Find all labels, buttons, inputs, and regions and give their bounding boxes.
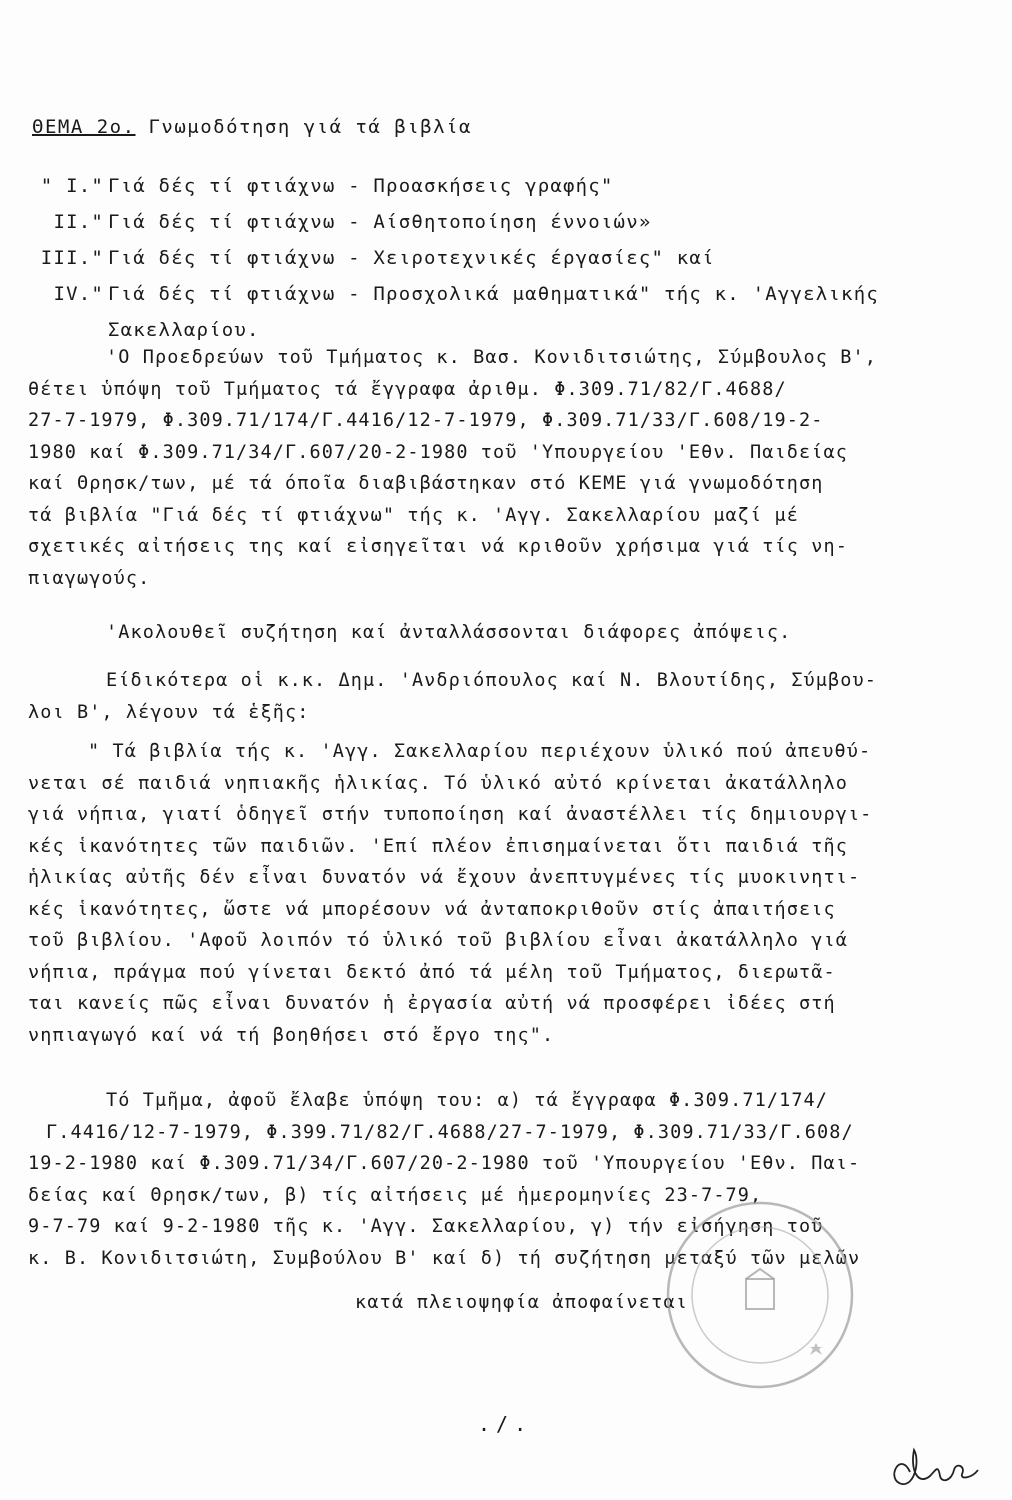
text-line: 1980 καί Φ.309.71/34/Γ.607/20-2-1980 τοῦ 'Υπουργείου 'Εθν. Παιδείας	[28, 441, 848, 463]
book-item-continuation: Σακελλαρίου.	[108, 319, 260, 341]
book-item-title: Γιά δές τί φτιάχνω - Προσχολικά μαθηματικά" τής κ. 'Αγγελικής	[108, 283, 879, 305]
text-line: 'Ακολουθεῖ συζήτηση καί ἀνταλλάσσονται διάφορες ἀπόψεις.	[106, 622, 792, 643]
text-line: κές ἱκανότητες, ὥστε νά μπορέσουν νά ἀνταποκριθοῦν στίς ἀπαιτήσεις	[28, 898, 836, 920]
text-line: 19-2-1980 καί Φ.309.71/34/Γ.607/20-2-1980 τοῦ 'Υπουργείου 'Εθν. Παι-	[28, 1153, 861, 1174]
book-item-title: Γιά δές τί φτιάχνω - Χειροτεχνικές έργασίες" καί	[108, 247, 715, 269]
text-line: " Τά βιβλία τής κ. 'Αγγ. Σακελλαρίου περιέχουν ὑλικό πού ἀπευθύ-	[88, 741, 872, 762]
text-line: νήπια, πράγμα πού γίνεται δεκτό ἀπό τά μέλη τοῦ Τμήματος, διερωτᾶ-	[28, 961, 836, 983]
text-line: 9-7-79 καί 9-2-1980 τῆς κ. 'Αγγ. Σακελλαρίου, γ) τήν εἰσήγηση τοῦ	[28, 1216, 824, 1237]
topic-title: Γνωμοδότηση γιά τά βιβλία	[148, 116, 472, 138]
text-line: 'Ο Προεδρεύων τοῦ Τμήματος κ. Βασ. Κονιδιτσιώτης, Σύμβουλος Β',	[106, 347, 877, 368]
book-item-number: " I."	[40, 175, 104, 197]
text-line: θέτει ὑπόψη τοῦ Τμήματος τά ἔγγραφα ἀριθμ. Φ.309.71/82/Γ.4688/	[28, 378, 787, 400]
text-line: γιά νήπια, γιατί ὁδηγεῖ στήν τυποποίηση καί ἀναστέλλει τίς δημιουργι-	[28, 804, 873, 825]
paragraph-quote	[28, 736, 990, 1051]
topic-number: ΘΕΜΑ 2ο.	[32, 116, 136, 138]
seal-stamp-icon	[660, 1195, 860, 1395]
text-line: νηπιαγωγό καί νά τή βοηθήσει στό ἔργο της".	[28, 1024, 555, 1046]
text-line: ται κανείς πῶς εἶναι δυνατόν ἡ ἐργασία αὐτή νά προσφέρει ἰδέες στή	[28, 993, 836, 1014]
book-item	[28, 168, 988, 204]
text-line: κ. Β. Κονιδιτσιώτη, Συμβούλου Β' καί δ) τή συζήτηση μεταξύ τῶν μελῶν	[28, 1247, 861, 1269]
book-item-number: III."	[40, 247, 104, 269]
book-list	[28, 168, 988, 348]
book-item-number: II."	[53, 211, 104, 233]
paragraph-chair-intro	[28, 342, 990, 594]
book-item	[28, 240, 988, 276]
book-item-number: IV."	[53, 283, 104, 305]
paragraph-members	[28, 665, 990, 728]
text-line: 27-7-1979, Φ.309.71/174/Γ.4416/12-7-1979, Φ.309.71/33/Γ.608/19-2-	[28, 410, 824, 431]
book-item	[28, 204, 988, 240]
book-item-title: Γιά δές τί φτιάχνω - Προασκήσεις γραφής"	[108, 175, 614, 197]
topic-heading	[32, 116, 472, 138]
page-continuation-mark: ./.	[478, 1412, 533, 1436]
text-line: σχετικές αἰτήσεις της καί εἰσηγεῖται νά κριθοῦν χρήσιμα γιά τίς νη-	[28, 536, 848, 557]
paragraph-discussion	[28, 617, 990, 649]
text-line: τά βιβλία "Γιά δές τί φτιάχνω" τής κ. 'Αγγ. Σακελλαρίου μαζί μέ	[28, 504, 799, 526]
text-line: κές ἱκανότητες τῶν παιδιῶν. 'Επί πλέον ἐπισημαίνεται ὅτι παιδιά τῆς	[28, 835, 848, 857]
text-line: νεται σέ παιδιά νηπιακῆς ἡλικίας. Τό ὑλικό αὐτό κρίνεται ἀκατάλληλο	[28, 772, 848, 794]
text-line: λοι Β', λέγουν τά ἑξῆς:	[28, 701, 310, 723]
text-line: Τό Τμῆμα, ἀφοῦ ἔλαβε ὑπόψη του: α) τά ἔγγραφα Φ.309.71/174/	[106, 1090, 829, 1111]
text-line: Είδικότερα οἱ κ.κ. Δημ. 'Ανδριόπουλος καί Ν. Βλουτίδης, Σύμβου-	[106, 670, 877, 691]
text-line: πιαγωγούς.	[28, 567, 151, 589]
decision-line: κατά πλειοψηφία ἀποφαίνεται	[355, 1292, 689, 1313]
text-line: δείας καί Θρησκ/των, β) τίς αἰτήσεις μέ ἡμερομηνίες 23-7-79,	[28, 1184, 763, 1206]
signature-icon	[880, 1440, 990, 1490]
text-line: καί Θρησκ/των, μέ τά όποῖα διαβιβάστηκαν στό ΚΕΜΕ γιά γνωμοδότηση	[28, 473, 824, 494]
book-item-title: Γιά δές τί φτιάχνω - Αίσθητοποίηση έννοιών»	[108, 211, 652, 233]
text-line: Γ.4416/12-7-1979, Φ.399.71/82/Γ.4688/27-7-1979, Φ.309.71/33/Γ.608/	[46, 1121, 854, 1143]
text-line: τοῦ βιβλίου. 'Αφοῦ λοιπόν τό ὑλικό τοῦ βιβλίου εἶναι ἀκατάλληλο γιά	[28, 930, 848, 951]
text-line: ἡλικίας αὐτῆς δέν εἶναι δυνατόν νά ἔχουν ἀνεπτυγμένες τίς μυοκινητι-	[28, 867, 861, 888]
book-item	[28, 276, 988, 312]
